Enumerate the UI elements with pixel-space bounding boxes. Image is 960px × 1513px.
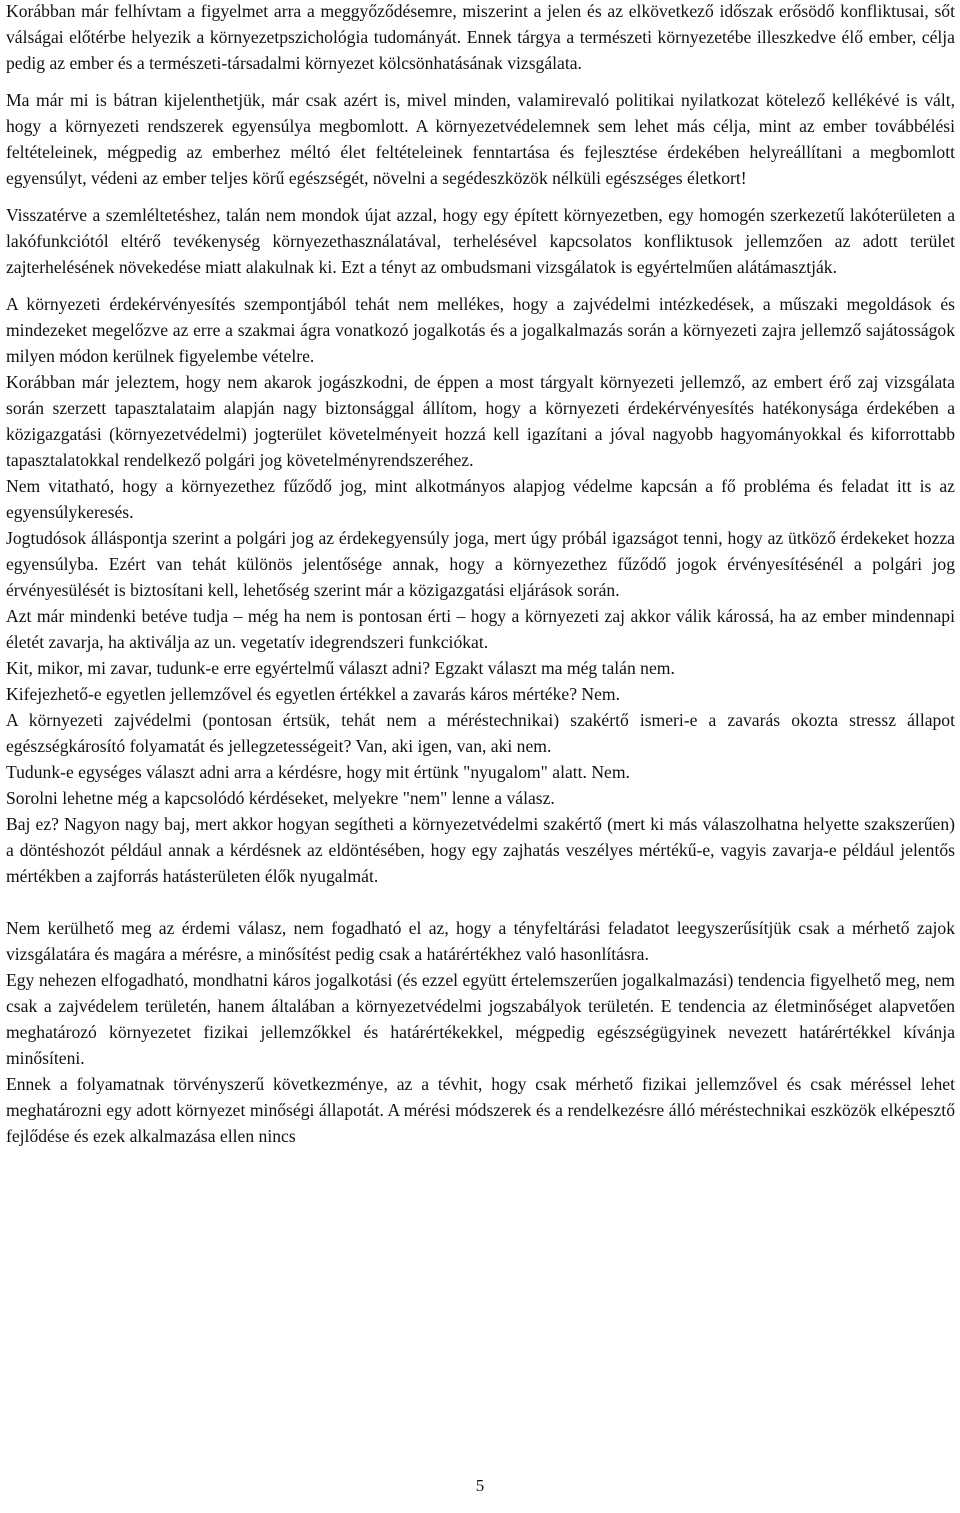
paragraph-17: Ennek a folyamatnak törvényszerű következménye, az a tévhit, hogy csak mérhető fizikai jellemzővel és csak méréssel lehet meghatározni egy adott környezet minőségi állapotát. A mérési módszerek és a rendelkezésre álló méréstechnikai eszközök elképesztő fejlődése és ezek alkalmazása ellen nincs xyxy=(6,1074,955,1146)
paragraph-5: Korábban már jeleztem, hogy nem akarok jogászkodni, de éppen a most tárgyalt környezeti jellemző, az embert érő zaj vizsgálata során szerzett tapasztalataim alapján nagy biztonsággal állítom, hogy a környezeti érdekérvényesítés hatékonysága érdekében a közigazgatási (környezetvédelmi) jogterület követelményeit hozzá kell igazítani a jóval nagyobb hagyományokkal és kiforrottabb tapasztalatokkal rendelkező polgári jog követelményrendszeréhez. xyxy=(6,372,955,470)
paragraph-8: Azt már mindenki betéve tudja – még ha nem is pontosan érti – hogy a környezeti zaj akkor válik károssá, ha az ember mindennapi életét zavarja, ha aktiválja az un. vegetatív idegrendszeri funkciókat. xyxy=(6,606,955,652)
paragraph-2: Ma már mi is bátran kijelenthetjük, már csak azért is, mivel minden, valamirevaló politikai nyilatkozat kötelező kellékévé is vált, hogy a környezeti rendszerek egyensúlya megbomlott. A környezetvédelemnek sem lehet más célja, mint az ember továbbélési feltételeinek, mégpedig az emberhez méltó élet feltételeinek fenntartása és fejlesztése érdekében helyreállítani a megbomlott egyensúlyt, védeni az ember teljes körű egészségét, növelni a segédeszközök nélküli egészséges életkort! xyxy=(6,90,955,188)
paragraph-11: A környezeti zajvédelmi (pontosan értsük, tehát nem a méréstechnikai) szakértő ismeri-e a zavarás okozta stressz állapot egészségkárosító folyamatát és jellegzetességeit? Van, aki igen, van, aki nem. xyxy=(6,710,955,756)
paragraph-spacer xyxy=(6,280,955,291)
paragraph-spacer xyxy=(6,76,955,87)
paragraph-1: Korábban már felhívtam a figyelmet arra a meggyőződésemre, miszerint a jelen és az elkövetkező időszak erősödő konfliktusai, sőt válságai előtérbe helyezik a környezetpszichológia tudományát. Ennek tárgya a természeti környezetébe illeszkedve élő ember, célja pedig az ember és a természeti-társadalmi környezet kölcsönhatásának vizsgálata. xyxy=(6,1,955,73)
paragraph-9: Kit, mikor, mi zavar, tudunk-e erre egyértelmű választ adni? Egzakt választ ma még talán nem. xyxy=(6,658,675,678)
paragraph-4: A környezeti érdekérvényesítés szempontjából tehát nem mellékes, hogy a zajvédelmi intézkedések, a műszaki megoldások és mindezeket megelőzve az erre a szakmai ágra vonatkozó jogalkotás és a jogalkalmazás során a környezeti zajra jellemző sajátosságok milyen módon kerülnek figyelembe vételre. xyxy=(6,294,955,366)
paragraph-12: Tudunk-e egységes választ adni arra a kérdésre, hogy mit értünk "nyugalom" alatt. Nem. xyxy=(6,762,630,782)
paragraph-13: Sorolni lehetne még a kapcsolódó kérdéseket, melyekre "nem" lenne a válasz. xyxy=(6,788,555,808)
paragraph-14: Baj ez? Nagyon nagy baj, mert akkor hogyan segítheti a környezetvédelmi szakértő (mert ki más válaszolhatna helyette szakszerűen) a döntéshozót például annak a kérdésnek az eldöntésében, hogy egy zajhatás veszélyes mértékű-e, vagyis zavarja-e például jelentős mértékben a zajforrás hatásterületen élők nyugalmát. xyxy=(6,814,955,886)
paragraph-15: Nem kerülhető meg az érdemi válasz, nem fogadható el az, hogy a tényfeltárási feladatot leegyszerűsítjük csak a mérhető zajok vizsgálatára és magára a mérésre, a minősítést pedig csak a határértékhez való hasonlításra. xyxy=(6,918,955,964)
paragraph-7: Jogtudósok álláspontja szerint a polgári jog az érdekegyensúly joga, mert úgy próbál igazságot tenni, hogy az ütköző érdekeket hozza egyensúlyba. Ezért van tehát különös jelentősége annak, hogy a környezethez fűződő jogok érvényesítésénél a polgári jog érvényesülését is biztosítani kell, lehetőség szerint már a közigazgatási eljárások során. xyxy=(6,528,955,600)
document-page xyxy=(6,0,955,1149)
page-number: 5 xyxy=(475,1476,485,1495)
paragraph-6: Nem vitatható, hogy a környezethez fűződő jog, mint alkotmányos alapjog védelme kapcsán a fő probléma és feladat itt is az egyensúlykeresés. xyxy=(6,476,955,522)
paragraph-spacer xyxy=(6,889,955,915)
paragraph-10: Kifejezhető-e egyetlen jellemzővel és egyetlen értékkel a zavarás káros mértéke? Nem. xyxy=(6,684,620,704)
paragraph-16: Egy nehezen elfogadható, mondhatni káros jogalkotási (és ezzel együtt értelemszerűen jogalkalmazási) tendencia figyelhető meg, nem csak a zajvédelem területén, hanem általában a környezetvédelmi jogszabályok területén. E tendencia az életminőséget alapvetően meghatározó környezetet fizikai jellemzőkkel és határértékekkel, mégpedig egészségügyinek nevezett határértékkel kívánja minősíteni. xyxy=(6,970,955,1068)
paragraph-3: Visszatérve a szemléltetéshez, talán nem mondok újat azzal, hogy egy épített környezetben, egy homogén szerkezetű lakóterületen a lakófunkciótól eltérő tevékenység környezethasználatával, terhelésével kapcsolatos konfliktusok jellemzően az adott terület zajterhelésének növekedése miatt alakulnak ki. Ezt a tényt az ombudsmani vizsgálatok is egyértelműen alátámasztják. xyxy=(6,205,955,277)
paragraph-spacer xyxy=(6,191,955,202)
